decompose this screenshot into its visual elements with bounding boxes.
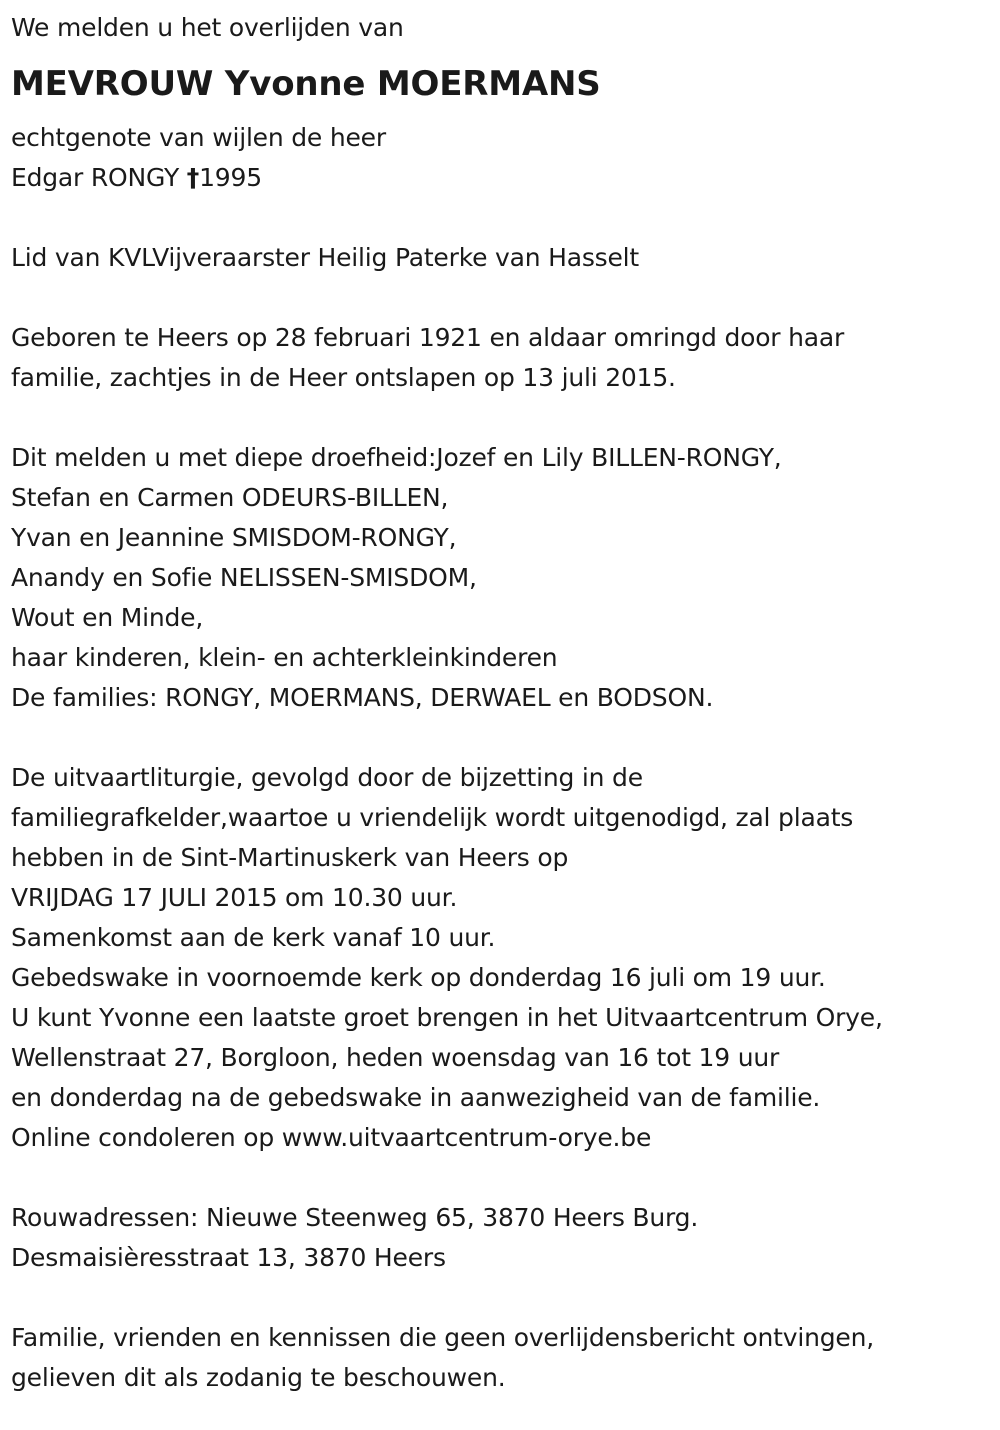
spouse-description: echtgenote van wijlen de heer [11,123,386,152]
intro-text: We melden u het overlijden van [11,13,404,42]
paragraph-line: familiegrafkelder,waartoe u vriendelijk wordt uitgenodigd, zal plaats [11,803,854,832]
membership-text: Lid van KVLVijveraarster Heilig Paterke van Hasselt [11,243,640,272]
condolence-url-line: Online condoleren op www.uitvaartcentrum-orye.be [11,1123,652,1152]
paragraph-line: Wellenstraat 27, Borgloon, heden woensdag van 16 tot 19 uur [11,1043,780,1072]
paragraph-line: Samenkomst aan de kerk vanaf 10 uur. [11,923,496,952]
spacer [11,278,991,318]
spacer [11,1278,991,1318]
paragraph-line: Geboren te Heers op 28 februari 1921 en aldaar omringd door haar [11,323,845,352]
paragraph-line: hebben in de Sint-Martinuskerk van Heers op [11,843,569,872]
paragraph-line: Desmaisièresstraat 13, 3870 Heers [11,1243,446,1272]
spacer [11,398,991,438]
paragraph-line: gelieven dit als zodanig te beschouwen. [11,1363,506,1392]
address-paragraph [11,1198,991,1278]
funeral-paragraph [11,758,991,1158]
paragraph-line: Anandy en Sofie NELISSEN-SMISDOM, [11,563,477,592]
deceased-name: MEVROUW Yvonne MOERMANS [11,64,601,104]
obituary-notice [11,8,991,1398]
paragraph-line: VRIJDAG 17 JULI 2015 om 10.30 uur. [11,883,458,912]
spouse-name: Edgar RONGY [11,163,187,192]
paragraph-line: Rouwadressen: Nieuwe Steenweg 65, 3870 Heers Burg. [11,1203,699,1232]
paragraph-line: De families: RONGY, MOERMANS, DERWAEL en BODSON. [11,683,714,712]
closing-paragraph [11,1318,991,1398]
birth-paragraph [11,318,991,398]
cross-icon: † [186,163,200,192]
paragraph-line: en donderdag na de gebedswake in aanwezigheid van de familie. [11,1083,821,1112]
spouse-line [11,158,991,198]
paragraph-line: Dit melden u met diepe droefheid:Jozef en Lily BILLEN-RONGY, [11,443,782,472]
paragraph-line: haar kinderen, klein- en achterkleinkinderen [11,643,558,672]
paragraph-line: Familie, vrienden en kennissen die geen overlijdensbericht ontvingen, [11,1323,875,1352]
paragraph-line: familie, zachtjes in de Heer ontslapen op 13 juli 2015. [11,363,676,392]
paragraph-line: Wout en Minde, [11,603,204,632]
family-paragraph [11,438,991,718]
paragraph-line: De uitvaartliturgie, gevolgd door de bijzetting in de [11,763,643,792]
paragraph-line: U kunt Yvonne een laatste groet brengen in het Uitvaartcentrum Orye, [11,1003,883,1032]
spacer [11,718,991,758]
paragraph-line: Yvan en Jeannine SMISDOM-RONGY, [11,523,457,552]
spacer [11,198,991,238]
paragraph-line: Gebedswake in voornoemde kerk op donderdag 16 juli om 19 uur. [11,963,826,992]
spouse-death-year: 1995 [199,163,262,192]
paragraph-line: Stefan en Carmen ODEURS-BILLEN, [11,483,449,512]
spacer [11,1158,991,1198]
